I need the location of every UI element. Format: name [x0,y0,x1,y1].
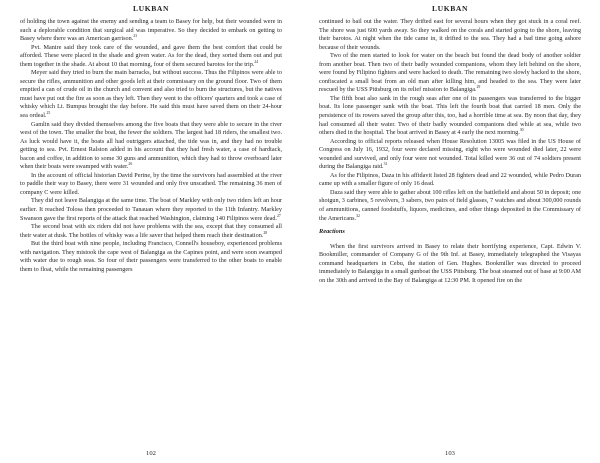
paragraph: Pvt. Manire said they took care of the wounded, and gave them the best comfort that could be afforded. These were placed in the shade and given water. As for the dead, they sorted them out and put them together in the shade. At about 10 that morning, four of them secured barotos for the trip.$^{24}$ [20,43,282,68]
footnote-ref: 28 [263,230,268,235]
paragraph: continued to bail out the water. They drifted east for several hours when they got stuck in a coral reef. The shore was just 600 yards away. So they walked on the corals and started going to the shore, leaving their barotos. At night when the tide came in, it drifted to the sea. They had a bad time going ashore because of their wounds. [319,18,581,51]
right-page [319,0,581,463]
left-page [20,0,282,463]
footnote-ref: 32 [356,213,360,218]
right-page-body [319,18,581,446]
paragraph: They did not leave Balangiga at the same time. The boat of Markley with only two riders left an hour earlier. It reached Tolosa then proceeded to Tanauan where they reported to the 11th Infantry. Markley Swanson gave the first reports of the attack that reached Washington, claiming 140 Filipinos were dead.$^{27}$ [20,197,282,222]
paragraph: As for the Filipinos, Daza in his affidavit listed 28 fighters dead and 22 wounded, while Pedro Duran came up with a smaller figure of only 16 dead. [319,171,581,188]
paragraph: Gamlin said they divided themselves among the five boats that they were able to secure in the river west of the town. The smaller the boat, the fewer the soldiers. The largest had 18 riders, the smallest two. As luck would have it, the boats all had outriggers attached, the tide was in, and they had no trouble getting to sea. Pvt. Ernest Ralston added in his account that they had fresh water, a case of hardtack, bacon and coffee, in addition to some 30 guns and ammunition, which they had to throw overboard later when their boats were swamped with water.$^{26}$ [20,120,282,171]
paragraph: The second boat with six riders did not have problems with the sea, except that they consumed all their water at dusk. The bottles of whisky was a life saver that helped them reach their destination.$^{28}$ [20,223,282,239]
paragraph: But the third boat with nine people, including Francisco, Connell's houseboy, experienced problems with navigation. They mistook the cape west of Balangiga as the Capines point, and were soon swamped with water due to rough seas. So four of their passengers were transferred to the other boats to enable them to float, while the remaining passengers [20,240,282,273]
paragraph: of holding the town against the enemy and sending a team to Basey for help, but their wounded were in such a deplorable condition that surgical aid was imperative. So they decided to embark on getting to Basey where there was an American garrison.$^{23}$ [20,18,282,43]
paragraph: Daza said they were able to gather about 100 rifles left on the battlefield and about 50 in deposit; one shotgun, 3 carbines, 5 revolvers, 3 sabers, two pairs of field glasses, 7 watches and about 300,000 rounds of ammunitions, canned foodstuffs, liquors, medicines, and other things deposited in the Commissary of the Americans.$^{32}$ [319,188,581,222]
footnote-ref: 23 [133,34,138,39]
section-heading: Reactions [319,228,345,236]
footnote-ref: 30 [519,128,524,133]
paragraph: Two of the men started to look for water on the beach but found the dead body of another soldier from another boat. Then two of their badly wounded companions, whom they left behind on the shore, were found by Filipino fighters and were hacked to death. The remaining two slowly hacked to the shore, confiscated a small boat from an old man after killing him, and headed to the sea. They were later rescued by the USS Pittsburg on its relief mission to Balangiga.$^{29}$ [319,52,581,94]
running-head: LUKBAN [431,4,469,13]
page-number: 103 [445,450,455,457]
paragraph: Meyer said they tried to burn the main barracks, but without success. Thus the Filipinos were able to secure the rifles, ammunition and other goods left at their commissary on the ground floor. Two of them emptied a can of crude oil in the church and convent and also tried to burn the structures, but the natives must have put out the fire as soon as they left. Then they went to the officers' quarters and took a case of whisky which Lt. Bumpus brought the day before. He said this must have saved them on their 24-hour sea ordeal.$^{25}$ [20,69,282,120]
footnote-ref: 26 [128,162,133,167]
paragraph: The fifth boat also sank in the rough seas after one of its passengers was transferred to the bigger boat. Its lone passenger sank with the boat. This left the fourth boat that carried 18 men. Only the persistence of its rowers saved the group after this, too, had a horrible time at sea. By noon that day, they had consumed all their water. Two of their badly wounded companions died while at sea, while two others died in the hospital. The boat arrived in Basey at 4 early the next morning.$^{30}$ [319,94,581,137]
footnote-ref: 27 [276,213,281,218]
footnote-ref: 31 [383,162,388,167]
footnote-ref: 24 [254,59,259,64]
footnote-ref: 29 [476,85,481,90]
running-head: LUKBAN [132,4,170,13]
footnote-ref: 25 [46,110,51,115]
left-page-body [20,18,282,446]
paragraph: In the account of official historian David Perine, by the time the survivors had assembled at the river to paddle their way to Basey, there were 31 wounded and only five unscathed. The remaining 36 men of company C were killed. [20,171,282,196]
paragraph: According to official reports released when House Resolution 13005 was filed in the US House of Congress on July 16, 1932, four were declared missing, eight who were wounded died later, 22 were wounded and survived, and only four were not wounded. Total killed were 36 out of 74 soldiers present during the Balangiga raid.$^{31}$ [319,137,581,171]
paragraph: When the first survivors arrived in Basey to relate their horrifying experience, Capt. Edwin V. Bookmiller, commander of Company G of the 9th Inf. at Basey, immediately telegraphed the Visayas command headquarters in Cebu, the station of Gen. Hughes. Bookmiller was directed to proceed immediately to Balangiga in a small gunboat the USS Pittsburg. The boat steamed out of base at 9:00 AM on the 30th and arrived in the Bay of Balangiga at 12:30 PM. It opened fire on the [319,242,581,284]
page-number: 102 [146,450,156,457]
